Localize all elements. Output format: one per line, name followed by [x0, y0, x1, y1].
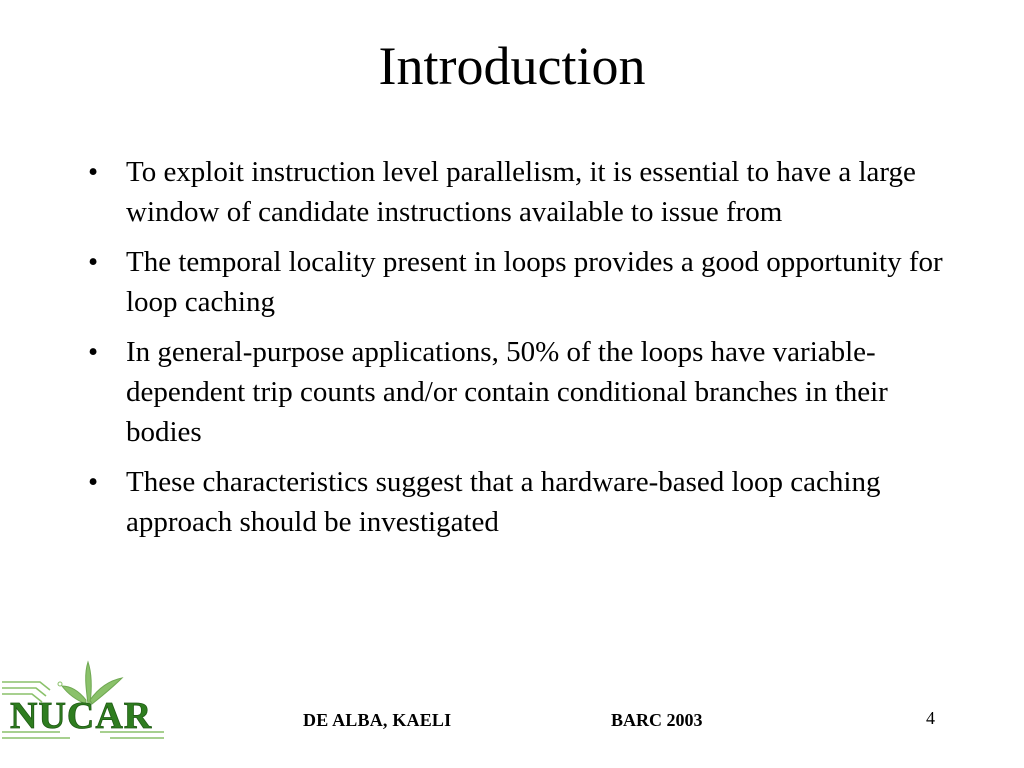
bullet-item [88, 462, 948, 542]
slide-title: Introduction [378, 36, 646, 96]
bullet-symbol: • [88, 246, 99, 278]
bullet-item [88, 332, 948, 452]
bullet-text: The temporal locality present in loops provides a good opportunity for loop caching [126, 246, 943, 318]
bullet-symbol: • [88, 336, 99, 368]
bullet-item [88, 242, 948, 322]
bullet-list [88, 152, 948, 552]
logo-text: NUCAR [10, 695, 153, 737]
bullet-text: To exploit instruction level parallelism, it is essential to have a large window of candidate instructions available to issue from [126, 156, 916, 228]
footer-conference: BARC 2003 [611, 710, 703, 730]
bullet-item [88, 152, 948, 232]
bullet-text: In general-purpose applications, 50% of the loops have variable-dependent trip counts and/or contain conditional branches in their bodies [126, 336, 888, 448]
page-number: 4 [926, 708, 935, 728]
nucar-logo [0, 652, 166, 744]
footer-authors: DE ALBA, KAELI [303, 710, 452, 730]
bullet-symbol: • [88, 156, 99, 188]
bullet-symbol: • [88, 466, 99, 498]
bullet-text: These characteristics suggest that a hardware-based loop caching approach should be investigated [126, 466, 881, 538]
